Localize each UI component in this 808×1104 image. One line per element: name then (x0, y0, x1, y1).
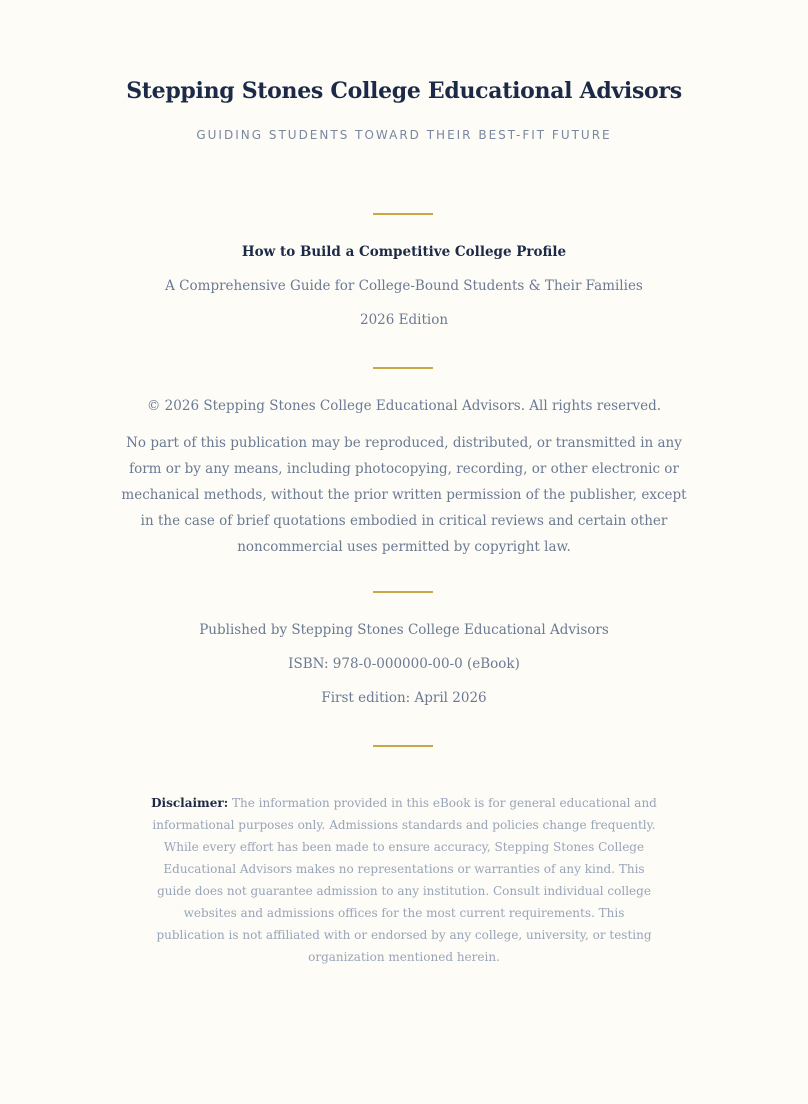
isbn-line: ISBN: 978-0-000000-00-0 (eBook) (288, 656, 520, 672)
org-tagline: GUIDING STUDENTS TOWARD THEIR BEST-FIT FUTURE (196, 128, 612, 142)
book-subtitle: A Comprehensive Guide for College-Bound Students & Their Families (165, 278, 643, 294)
divider (373, 213, 433, 215)
divider (373, 745, 433, 747)
book-title: How to Build a Competitive College Profile (241, 244, 567, 260)
publisher-line: Published by Stepping Stones College Educational Advisors (199, 622, 609, 638)
divider (373, 591, 433, 593)
book-edition: 2026 Edition (359, 312, 449, 328)
first-edition-line: First edition: April 2026 (321, 690, 487, 706)
disclaimer (150, 792, 658, 968)
rights-statement: No part of this publication may be reproduced, distributed, or transmitted in any form or by any means, including photocopying, recording, or other electronic or mechanical methods, without the prior written permission of the publisher, except in the case of brief quotations embodied in critical reviews and certain other noncommercial uses permitted by copyright law. (121, 435, 687, 555)
divider (373, 367, 433, 369)
disclaimer-label: Disclaimer: (151, 796, 229, 810)
org-title: Stepping Stones College Educational Advisors (126, 78, 682, 104)
copyright-notice: © 2026 Stepping Stones College Educational Advisors. All rights reserved. (146, 398, 662, 414)
disclaimer-text: The information provided in this eBook is for general educational and informational purposes only. Admissions standards and policies change frequently. While every effort has been made to ensure accuracy, Stepping Stones College Educational Advisors makes no representations or warranties of any kind. This guide does not guarantee admission to any institution. Consult individual college websites and admissions offices for the most current requirements. This publication is not affiliated with or endorsed by any college, university, or testing organization mentioned herein. (152, 796, 657, 964)
